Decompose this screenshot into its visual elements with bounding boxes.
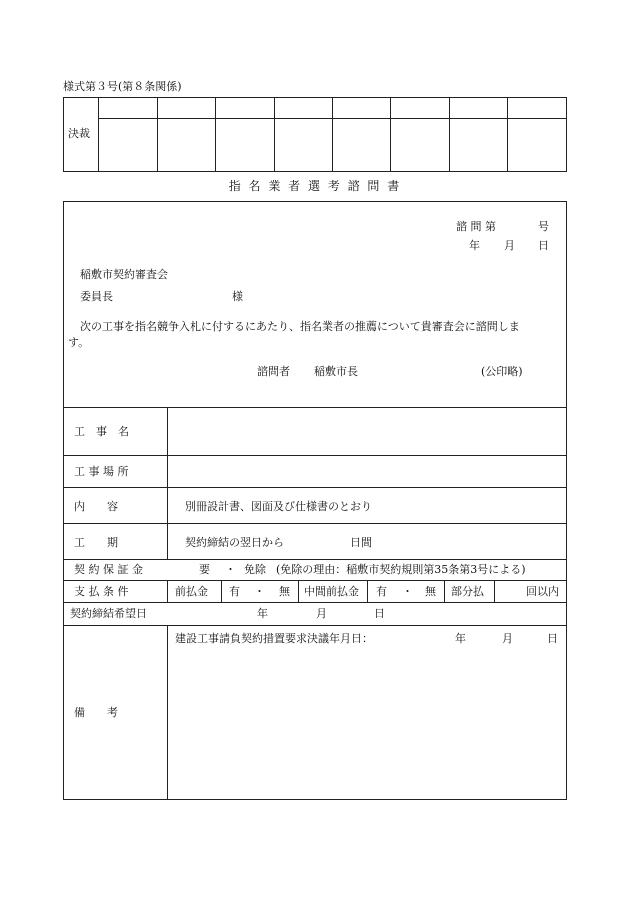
approval-label: 決裁: [68, 127, 90, 140]
period-label: 工 期: [74, 536, 118, 549]
advance-payment-label: 前払金: [175, 585, 208, 598]
remarks-month: 月: [502, 632, 513, 645]
interim-no: 無: [425, 585, 436, 598]
addressee-org: 稲敷市契約審査会: [80, 268, 168, 281]
period-days: 日間: [350, 536, 372, 549]
remarks-day: 日: [547, 632, 558, 645]
addressee-honorific: 様: [232, 290, 243, 303]
interim-yes: 有: [376, 585, 387, 598]
desired-month: 月: [316, 607, 327, 620]
advance-no: 無: [279, 585, 290, 598]
interim-payment-label: 中間前払金: [304, 585, 359, 598]
advance-dot: ・: [254, 585, 265, 598]
advance-yes: 有: [229, 585, 240, 598]
deposit-label: 契 約 保 証 金: [74, 563, 143, 576]
deposit-dot: ・: [225, 563, 236, 576]
work-name-label: 工 事 名: [74, 425, 129, 438]
deposit-reason: (免除の理由：稲敷市契約規則第35条第3号による): [276, 563, 526, 576]
interim-dot: ・: [402, 585, 413, 598]
desired-day: 日: [374, 607, 385, 620]
deposit-exempt: 免除: [244, 563, 266, 576]
seal-omitted: (公印略): [481, 365, 523, 378]
desired-year: 年: [257, 607, 268, 620]
addressee-role: 委員長: [80, 290, 113, 303]
content-label: 内 容: [74, 500, 118, 513]
inquirer-label: 諮問者: [257, 365, 290, 378]
deposit-required: 要: [199, 563, 210, 576]
body-text: 次の工事を指名競争入札に付するにあたり、指名業者の推薦について貴審査会に諮問しま: [80, 320, 520, 333]
partial-times: 回以内: [526, 585, 559, 598]
remarks-label: 備 考: [74, 706, 118, 719]
partial-payment-label: 部分払: [451, 585, 484, 598]
form-number: 様式第３号(第８条関係): [63, 80, 182, 93]
remarks-year: 年: [455, 632, 466, 645]
period-start: 契約締結の翌日から: [185, 536, 284, 549]
inquirer-name: 稲敷市長: [314, 365, 358, 378]
remarks-text: 建設工事請負契約措置要求決議年月日：: [175, 632, 373, 645]
document-title: 指 名 業 者 選 考 諮 問 書: [228, 179, 402, 193]
content-value: 別冊設計書、図面及び仕様書のとおり: [185, 500, 372, 513]
desired-date-label: 契約締結希望日: [70, 607, 147, 620]
payment-label: 支 払 条 件: [74, 585, 129, 598]
work-location-label: 工 事 場 所: [74, 465, 129, 478]
body-text-continued: す。: [68, 336, 90, 349]
